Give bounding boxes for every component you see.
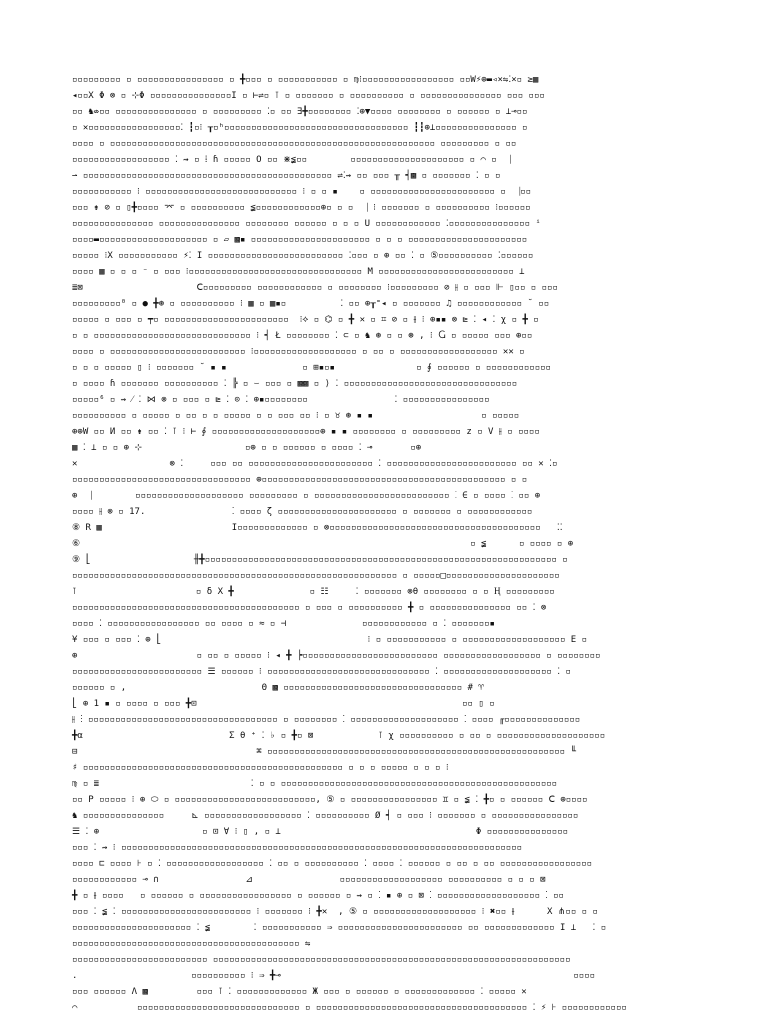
text-line: ▫▫ P ▫▫▫▫▫ ⁝ ⊕ ⬭ ▫ ▫▫▫▫▫▫▫▫▫▫▫▫▫▫▫▫▫▫▫▫▫▫▫▫▫▫, ⑤ ▫ ▫▫▫▫▫▫▫▫▫▫▫▫▫▫▫▫ ♊ ▫ ≨ ⁚ ╋▫ ▫ ▫▫▫▫▫▫ Ⅽ ⊕▫▫▫▫ — [72, 795, 588, 805]
text-line: ▫▫▫▫▫▫▫▫▫⁰ ▫ ● ╋⊛ ▫ ▫▫▫▫▫▫▫▫▫▫ ⁝ ▦ ▫ ▦▪▫ ⁚ ▫▫ ⊕┰⁼◂ ▫ ▫▫▫▫▫▫▫ ♫ ▫▫▫▫▫▫▫▫▫▫▫▫ ˘ ▫▫ — [72, 299, 550, 309]
text-line: ▫▫▫▫▫▫▫▫▫ ▫ ▫▫▫▫▫▫▫▫▫▫▫▫▫▫▫▫ ▫ ╋▫▫▫ ▫ ▫▫▫▫▫▫▫▫▫▫▫ ▫ ♍⁝▫▫▫▫▫▫▫▫▫▫▫▫▫▫▫▫▫ ▫▫W⚡⊕▬◃×⇋⁚×▫ ≥▦ — [72, 75, 539, 85]
text-line: ▫ ▫▫▫▫ ɦ ▫▫▫▫▫▫▫ ▫▫▫▫▫▫▫▫▫▫ ⁚ ╠ ▫ ⌣ ▫▫▫ ▫ ▩▩ ▫ ⟩ ⁚ ▫▫▫▫▫▫▫▫▫▫▫▫▫▫▫▫▫▫▫▫▫▫▫▫▫▫▫▫▫▫▫▫ — [72, 379, 518, 389]
text-line: ▫▫▫▫▫▫▫▫▫▫▫ ⁝ ▫▫▫▫▫▫▫▫▫▫▫▫▫▫▫▫▫▫▫▫▫▫▫▫▫▫▫▫ ⁝ ▫ ▫ ▪ ▫ ▫▫▫▫▫▫▫▫▫▫▫▫▫▫▫▫▫▫▫▫▫▫▫ ▫ ⎹▫▫ — [72, 187, 532, 197]
text-line: ╋α Σ θ ⁺ ⁚ ♭ ▫ ╋▫ ⊠ ⊺ χ ▫▫▫▫▫▫▫▫▫▫ ▫ ▫▫ ▫ ▫▫▫▫▫▫▫▫▫▫▫▫▫▫▫▫▫▫▫▫ — [72, 731, 606, 741]
text-line: ▫▫▫▫▫▫▫▫▫▫▫▫▫▫▫▫▫▫▫▫▫▫▫▫▫▫▫▫▫▫▫▫▫▫▫▫▫▫▫▫▫▫ ⇋ — [72, 939, 311, 949]
text-line: ▫ ▫ ▫▫▫▫▫▫▫▫▫▫▫▫▫▫▫▫▫▫▫▫▫▫▫▫▫▫▫▫▫ ⁝ ┥ Ł ▫▫▫▫▫▫▫▫ ⁚ ⊂ ▫ ♞ ⊛ ▫ ▫ ⊛ , ⁝ Ⴚ ▫ ▫▫▫▫▫ ▫▫▫ ⊕▫▫ — [72, 331, 533, 341]
text-line: ▫ ✕▫▫▫▫▫▫▫▫▫▫▫▫▫▫▫▫▫⁚ ┇▫⁝ ┰▫ʰ▫▫▫▫▫▫▫▫▫▫▫▫▫▫▫▫▫▫▫▫▫▫▫▫▫▫▫▫▫▫▫▫▫▫ ┇┇⊕⊥▫▫▫▫▫▫▫▫▫▫▫▫▫▫▫ ▫ — [72, 123, 528, 133]
text-line: ≣⊠ Ⅽ▫▫▫▫▫▫▫▫▫ ▫▫▫▫▫▫▫▫▫▫▫▫ ▫ ▫▫▫▫▫▫▫▫ ⁝▫▫▫▫▫▫▫▫▫ ⊘ ⫲ ▫ ▫▫▫ ⊩ ▯▫▫ ▫ ▫▫▫ — [72, 283, 558, 293]
text-line: ✕ ⊗ ⁚ ▫▫▫ ▫▫ ▫▫▫▫▫▫▫▫▫▫▫▫▫▫▫▫▫▫▫▫▫▫▫ ⁚ ▫▫▫▫▫▫▫▫▫▫▫▫▫▫▫▫▫▫▫▫▫▫▫▫ ▫▫ ✕ ⁚▫ — [72, 459, 558, 469]
text-line: ▫▫▫▫ ▫ ▫▫▫▫▫▫▫▫▫▫▫▫▫▫▫▫▫▫▫▫▫▫▫▫▫ ⁝▫▫▫▫▫▫▫▫▫▫▫▫▫▫▫▫▫▫▫ ▫ ▫▫ ▫ ▫▫▫▫▫▫▫▫▫▫▫▫▫▫▫▫▫▫ ✕✕ ▫ — [72, 347, 525, 357]
text-line: ▫▫▫▫▬▫▫▫▫▫▫▫▫▫▫▫▫▫▫▫▫▫▫▫▫ ▫ ▱ ▩▪ ▫▫▫▫▫▫▫▫▫▫▫▫▫▫▫▫▫▫▫▫▫▫ ▫ ▫ ▫ ▫▫▫▫▫▫▫▫▫▫▫▫▫▫▫▫▫▫▫▫▫▫ — [72, 235, 528, 245]
text-line: ☰ ⁚ ⊕ ▫ ⊡ ∀ ⁝ ▯ , ▫ ⊥ Φ ▫▫▫▫▫▫▫▫▫▫▫▫▫▫▫ — [72, 827, 569, 837]
text-line: ▫▫▫▫▫⁶ ▫ ⇝ ⁄ ⁚ ⋈ ⊗ ▫ ▫▫▫ ▫ ⊵ ⁚ ⊙ ⁚ ⊕▪▫▫▫▫▫▫▫▫ ⁚ ▫▫▫▫▫▫▫▫▫▫▫▫▫▫▫▫ — [72, 395, 490, 405]
text-line: ▫▫▫▫▫▫▫▫▫▫▫▫▫▫▫▫▫▫▫▫▫▫ ⁚ ≨ ⁚ ▫▫▫▫▫▫▫▫▫▫▫ ⇒ ▫▫▫▫▫▫▫▫▫▫▫▫▫▫▫▫▫▫▫▫▫▫▫ ▫▫ ▫▫▫▫▫▫▫▫▫▫▫▫▫ I ⊥ ⁚ ▫ — [72, 923, 607, 933]
text-line: ▫ ▫ ▫ ▫▫▫▫▫ ▯ ⁝ ▫▫▫▫▫▫▫ ˘ ▪ ▪ ▫ ⊞▪▫▪ ▫ ∮ ▫▫▫▫▫▫ ▫ ▫▫▫▫▫▫▫▫▫▫▫▫ — [72, 363, 551, 373]
text-line: ⑧ R ▦ I▫▫▫▫▫▫▫▫▫▫▫▫▫ ▫ ⊗▫▫▫▫▫▫▫▫▫▫▫▫▫▫▫▫▫▫▫▫▫▫▫▫▫▫▫▫▫▫▫▫▫▫▫▫▫▫▫ ⁚⁚ — [72, 523, 563, 533]
text-line: ▫▫▫▫▫ ⁝X ▫▫▫▫▫▫▫▫▫▫▫ ⚡⁚ I ▫▫▫▫▫▫▫▫▫▫▫▫▫▫▫▫▫▫▫▫▫▫▫▫▫ ⁚▫▫▫ ▫ ⊕ ▫▫ ⁚ ▫ ⑤▫▫▫▫▫▫▫▫▫▫ ⁚▫▫▫▫▫▫ — [72, 251, 534, 261]
text-line: ▫▫ ♞⇎▫▫ ▫▫▫▫▫▫▫▫▫▫▫▫▫▫▫ ▫ ▫▫▫▫▫▫▫▫▫ ⁚▫ ▫▫ ∃╋▫▫▫▫▫▫▫▫ ⁚⊕▼▫▫▫▫ ▫▫▫▫▫▫▫▫ ▫ ▫▫▫▫▫▫ ▫ ⊥⊸▫▫ — [72, 107, 528, 117]
text-line: ¥ ▫▫▫ ▫ ▫▫▫ ⁚ ⊕ ⎣ ⁝ ▫ ▫▫▫▫▫▫▫▫▫▫▫ ▫ ▫▫▫▫▫▫▫▫▫▫▫▫▫▫▫▫▫▫▫ E ▫ — [72, 635, 588, 645]
text-line: ▫▫▫▫▫▫▫▫▫▫ ▫ ▫▫▫▫▫ ▫ ▫▫ ▫ ▫ ▫▫▫▫▫ ▫ ▫ ▫▫▫ ▫▫ ⁝ ▫ ♉ ⊛ ▪ ▪ ▫ ▫▫▫▫▫ — [72, 411, 520, 421]
text-line: ▫▫▫▫▫▫▫▫▫▫▫▫▫▫▫▫▫▫▫▫▫▫▫▫▫▫▫▫▫▫▫▫▫▫▫▫▫▫▫▫▫▫ ▫ ▫▫▫ ▫ ▫▫▫▫▫▫▫▫▫▫ ╋ ▫ ▫▫▫▫▫▫▫▫▫▫▫▫▫▫▫ ▫▫ ⁚ ⊗ — [72, 603, 547, 613]
text-line: ♯ ▫▫▫▫▫▫▫▫▫▫▫▫▫▫▫▫▫▫▫▫▫▫▫▫▫▫▫▫▫▫▫▫▫▫▫▫▫▫▫▫▫▫▫▫▫▫▫▫ ▫ ▫ ▫ ▫▫▫▫▫ ▫ ▫ ▫ ⁝ — [72, 763, 449, 773]
text-line: ▫▫▫▫▫ ▫ ▫▫▫ ▫ ┯▫ ▫▫▫▫▫▫▫▫▫▫▫▫▫▫▫▫▫▫▫▫▫▫▫ ⁝⟡ ▫ ⌬ ▫ ╋ ✕ ▫ ⌗ ⊘ ▫ ⫲ ⁝ ⊕▪▪ ⊗ ⊵ ⁚ ◂ ⁚ χ ▫ ╋ ▫ — [72, 315, 539, 325]
text-line: ⇀ ▫▫▫▫▫▫▫▫▫▫▫▫▫▫▫▫▫▫▫▫▫▫▫▫▫▫▫▫▫▫▫▫▫▫▫▫▫▫▫▫▫▫▫▫▫▫ ⇌⁚⇝ ▫▫ ▫▫▫ ╥ ┥▩ ▫ ▫▫▫▫▫▫▫ ⁚ ▫ ▫ — [72, 171, 501, 181]
text-line: ⑥ ▫ ≨ ▫ ▫▫▫▫ ▫ ⊕ — [72, 539, 574, 549]
text-line: ⑨ ⎣ ╫╋▫▫▫▫▫▫▫▫▫▫▫▫▫▫▫▫▫▫▫▫▫▫▫▫▫▫▫▫▫▫▫▫▫▫▫▫▫▫▫▫▫▫▫▫▫▫▫▫▫▫▫▫▫▫▫▫▫▫▫▫▫▫▫▫▫ ▫ — [72, 555, 568, 565]
text-line: ▫▫▫▫ ⁚ ▫▫▫▫▫▫▫▫▫▫▫▫▫▫▫▫▫ ▫▫ ▫▫▫▫ ▫ ≈ ▫ ⊣ ▫▫▫▫▫▫▫▫▫▫▫▫ ▫ ⁚ ▫▫▫▫▫▫▫▪ — [72, 619, 495, 629]
text-line: ▫▫▫▫ ⊏ ▫▫▫▫ ⊦ ▫ ⁚ ▫▫▫▫▫▫▫▫▫▫▫▫▫▫▫▫▫▫ ⁚ ▫▫ ▫ ▫▫▫▫▫▫▫▫▫▫ ⁚ ▫▫▫▫ ⁚ ▫▫▫▫▫▫ ▫ ▫▫ ▫ ▫▫ ▫▫▫▫▫▫▫▫▫▫▫▫▫▫▫▫▫ — [72, 859, 593, 869]
text-line: ⊕⊕W ▫▫ И ▫▫ ⇟ ▫▫ ⁚ ⊺ ⁝ ⊢ ∮ ▫▫▫▫▫▫▫▫▫▫▫▫▫▫▫▫▫▫▫▫⊕ ▪ ▪ ▫▫▫▫▫▫▫▫ ▫ ▫▫▫▫▫▫▫▫▫ z ▫ V ⫲ ▫ ▫▫▫▫ — [72, 427, 540, 437]
text-line: ▫▫▫▫▫▫▫▫▫▫▫▫▫▫▫▫▫▫▫▫▫▫▫▫▫ ▫▫▫▫▫▫▫▫▫▫▫▫▫▫▫▫▫▫▫▫▫▫▫▫▫▫▫▫▫▫▫▫▫▫▫▫▫▫▫▫▫▫▫▫▫▫▫▫▫▫▫▫▫▫▫▫▫▫▫▫▫▫▫▫▫▫ — [72, 955, 571, 965]
text-line: ▫▫▫▫▫▫ ▫ , Θ ▩ ▫▫▫▫▫▫▫▫▫▫▫▫▫▫▫▫▫▫▫▫▫▫▫▫▫▫▫▫▫▫▫▫▫ # ♈ — [72, 683, 484, 693]
text-line: ▫▫▫ ⁚ ≨ ⁚ ▫▫▫▫▫▫▫▫▫▫▫▫▫▫▫▫▫▫▫▫▫▫▫▫ ⁝ ▫▫▫▫▫▫▫ ⁝ ╋✕ , ⑤ ▫ ▫▫▫▫▫▫▫▫▫▫▫▫▫▫▫▫▫▫▫ ⁝ ✖▫▫ ⫲ X ⋔▫▫ ▫ ▫ — [72, 907, 598, 917]
body-text — [72, 72, 696, 1013]
text-line: ▫▫▫▫▫▫▫▫▫▫▫▫▫▫▫▫▫▫▫▫▫▫▫▫▫▫▫▫▫▫▫▫▫▫▫▫▫▫▫▫▫▫▫▫▫▫▫▫▫▫▫▫▫▫▫▫▫▫▫▫ ▫ ▫▫▫▫▫□▫▫▫▫▫▫▫▫▫▫▫▫▫▫▫▫▫▫▫▫▫ — [72, 571, 560, 581]
text-line: ╋ ▫ ⫲ ▫▫▫▫ ▫ ▫▫▫▫▫▫ ▫ ▫▫▫▫▫▫▫▫▫▫▫▫▫▫▫▫▫ ▫ ▫▫▫▫▫▫ ▫ ⇝ ▫ ⁚ ▪ ⊕ ▫ ⊠ ⁚ ▫▫▫▫▫▫▫▫▫▫▫▫▫▫▫▫▫▫▫ ⁚ ▫▫ — [72, 891, 564, 901]
text-line: ⊺ ▫ δ X ╋ ▫ ☷ ⁚ ▫▫▫▫▫▫▫ ⊗θ ▫▫▫▫▫▫▫▫ ▫ ▫ Ⱨ ▫▫▫▫▫▫▫▫▫ — [72, 587, 555, 597]
text-line: ♍ ▫ ≣ ⁚ ▫ ▫ ▫▫▫▫▫▫▫▫▫▫▫▫▫▫▫▫▫▫▫▫▫▫▫▫▫▫▫▫▫▫▫▫▫▫▫▫▫▫▫▫▫▫▫▫▫▫▫▫▫▫▫ — [72, 779, 558, 789]
text-line: ▫▫▫▫▫▫▫▫▫▫▫▫▫▫▫▫▫▫▫▫▫▫▫▫▫▫▫▫▫▫▫▫▫ ⊕▫▫▫▫▫▫▫▫▫▫▫▫▫▫▫▫▫▫▫▫▫▫▫▫▫▫▫▫▫▫▫▫▫▫▫▫▫▫▫▫▫▫▫▫▫ ▫ ▫ — [72, 475, 528, 485]
text-line: ▫▫▫▫▫▫▫▫▫▫▫▫▫▫▫▫▫▫▫▫▫▫▫▫ ☰ ▫▫▫▫▫▫ ⁝ ▫▫▫▫▫▫▫▫▫▫▫▫▫▫▫▫▫▫▫▫▫▫▫▫▫▫▫▫▫▫ ⁚ ▫▫▫▫▫▫▫▫▫▫▫▫▫▫▫▫▫▫▫▫ ⁚ ▫ — [72, 667, 571, 677]
text-line: ⊕ ⎹ ▫▫▫▫▫▫▫▫▫▫▫▫▫▫▫▫▫▫▫▫ ▫▫▫▫▫▫▫▫▫ ▫ ▫▫▫▫▫▫▫▫▫▫▫▫▫▫▫▫▫▫▫▫▫▫▫▫▫ ⁚ ∈ ▫ ▫▫▫▫ ⁚ ▫▫ ⊕ — [72, 491, 541, 501]
text-line: ▫▫▫▫ ▫ ▫▫▫▫▫▫▫▫▫▫▫▫▫▫▫▫▫▫▫▫▫▫▫▫▫▫▫▫▫▫▫▫▫▫▫▫▫▫▫▫▫▫▫▫▫▫▫▫▫▫▫▫▫▫▫▫▫▫▫▫ ▫▫▫▫▫▫▫▫▫ ▫ ▫▫ — [72, 139, 517, 149]
text-line: ⌒ ▫▫▫▫▫▫▫▫▫▫▫▫▫▫▫▫▫▫▫▫▫▫▫▫▫▫▫▫▫▫ ▫ ▫▫▫▫▫▫▫▫▫▫▫▫▫▫▫▫▫▫▫▫▫▫▫▫▫▫▫▫▫▫▫▫▫▫▫▫▫▫▫ ⁚ ⚡ ⊦ ▫▫▫▫▫▫▫▫▫▫▫▫ — [72, 1003, 627, 1013]
text-line: ⎣ ⊕ 1 ▪ ▫ ▫▫▫▫ ▫ ▫▫▫ ╋⊡ ▫▫ ▯ ▫ — [72, 699, 495, 709]
text-line: ▦ ⁚ ⊥ ▫ ▫ ⊕ ⊹ ▫⊕ ▫ ▫ ▫▫▫▫▫▫ ▫ ▫▫▫▫ ⁚ ⊸ ▫⊕ — [72, 443, 422, 453]
text-line: ♞ ▫▫▫▫▫▫▫▫▫▫▫▫▫▫▫ ⊾ ▫▫▫▫▫▫▫▫▫▫▫▫▫▫▫▫▫▫ ⁚ ▫▫▫▫▫▫▫▫▫▫ Ø ┥ ▫ ▫▫▫ ⁝ ▫▫▫▫▫▫▫ ▫ ▫▫▫▫▫▫▫▫▫▫▫▫▫▫▫▫ — [72, 811, 579, 821]
text-line: ▫▫▫ ⇟ ⊘ ▫ ▯╋▫▫▫▫ ⌤ ▫ ▫▫▫▫▫▫▫▫▫▫ ≨▫▫▫▫▫▫▫▫▫▫▫▫⊕▫ ▫ ▫ ⎹ ⁝ ▫▫▫▫▫▫▫ ▫ ▫▫▫▫▫▫▫▫▫▫ ⁝▫▫▫▫▫▫ — [72, 203, 531, 213]
text-line: ▫▫▫▫▫▫▫▫▫▫▫▫▫▫▫ ▫▫▫▫▫▫▫▫▫▫▫▫▫▫▫ ▫▫▫▫▫▫▫▫ ▫▫▫▫▫▫ ▫ ▫ ▫ U ▫▫▫▫▫▫▫▫▫▫▫▫ ⁚▫▫▫▫▫▫▫▫▫▫▫▫▫▫▫ ⁱ — [72, 219, 541, 229]
text-line: ▫▫▫▫ ⫲ ⊗ ▫ 17. ⁚ ▫▫▫▫ ζ ▫▫▫▫▫▫▫▫▫▫▫▫▫▫▫▫▫▫▫▫▫▫ ▫ ▫▫▫▫▫▫▫ ▫ ▫▫▫▫▫▫▫▫▫▫▫▫ — [72, 507, 533, 517]
text-line: ▫▫▫▫▫▫▫▫▫▫▫▫▫▫▫▫▫▫ ⁚ ⇝ ▫ ⁞ ɦ ▫▫▫▫▫ O ▫▫ ⋇≨▫▫ ▫▫▫▫▫▫▫▫▫▫▫▫▫▫▫▫▫▫▫▫▫ ▫ ⌒ ▫ ⎹ — [72, 155, 512, 165]
text-line: ▫▫▫▫ ▦ ▫ ▫ ▫ ⁻ ▫ ▫▫▫ ⁝▫▫▫▫▫▫▫▫▫▫▫▫▫▫▫▫▫▫▫▫▫▫▫▫▫▫▫▫▫▫▫▫ M ▫▫▫▫▫▫▫▫▫▫▫▫▫▫▫▫▫▫▫▫▫▫▫▫▫ ⊥ — [72, 267, 525, 277]
text-line: ▫▫▫▫▫▫▫▫▫▫▫▫ ⊸ ∩ ⊿ ▫▫▫▫▫▫▫▫▫▫▫▫▫▫▫▫▫▫▫ ▫▫▫▫▫▫▫▫▫▫ ▫ ▫ ▫ ⊠ — [72, 875, 546, 885]
text-line: ▫▫▫ ▫▫▫▫▫▫ Λ ▩ ▫▫▫ ⊺ ⁚ ▫▫▫▫▫▫▫▫▫▫▫▫▫ Ж ▫▫▫ ▫ ▫▫▫▫▫▫ ▫ ▫▫▫▫▫▫▫▫▫▫▫▫▫ ⁚ ▫▫▫▫▫ ✕ — [72, 987, 527, 997]
text-line: ⊟ ⌘ ▫▫▫▫▫▫▫▫▫▫▫▫▫▫▫▫▫▫▫▫▫▫▫▫▫▫▫▫▫▫▫▫▫▫▫▫▫▫▫▫▫▫▫▫▫▫▫▫▫▫▫▫▫▫▫ ╙ — [72, 747, 576, 757]
text-line: ▫▫▫ ⁚ ⇝ ⁝ ▫▫▫▫▫▫▫▫▫▫▫▫▫▫▫▫▫▫▫▫▫▫▫▫▫▫▫▫▫▫▫▫▫▫▫▫▫▫▫▫▫▫▫▫▫▫▫▫▫▫▫▫▫▫▫▫▫▫▫▫▫▫▫▫▫▫▫▫▫▫▫▫▫▫ — [72, 843, 523, 853]
text-line: ◂▫▫X Φ ⊗ ▫ ⊹Φ ▫▫▫▫▫▫▫▫▫▫▫▫▫▫▫I ▫ ⊢⇌▫ ⊺ ▫ ▫▫▫▫▫▫▫ ▫ ▫▫▫▫▫▫▫▫▫▫ ▫ ▫▫▫▫▫▫▫▫▫▫▫▫▫▫▫ ▫▫▫ ▫▫▫ — [72, 91, 545, 101]
text-line: . ▫▫▫▫▫▫▫▫▫▫ ⁝ ⇒ ╋⊸ ▫▫▫▫ — [72, 971, 596, 981]
text-line: ⊕ ▫ ▫▫ ▫ ▫▫▫▫▫ ⁝ ◂ ╋ ┝▫▫▫▫▫▫▫▫▫▫▫▫▫▫▫▫▫▫▫▫▫▫▫▫▫ ▫▫▫▫▫▫▫▫▫▫▫▫▫▫▫▫▫▫ ▫ ▫▫▫▫▫▫▫▫ — [72, 651, 601, 661]
text-line: ⫲ ⁝ ▫▫▫▫▫▫▫▫▫▫▫▫▫▫▫▫▫▫▫▫▫▫▫▫▫▫▫▫▫▫▫▫▫▫▫ ▫ ▫▫▫▫▫▫▫▫ ⁚ ▫▫▫▫▫▫▫▫▫▫▫▫▫▫▫▫▫▫▫▫ ⁚ ▫▫▫▫ ╓▫▫▫▫▫▫▫▫▫▫▫▫▫▫ — [72, 715, 581, 725]
